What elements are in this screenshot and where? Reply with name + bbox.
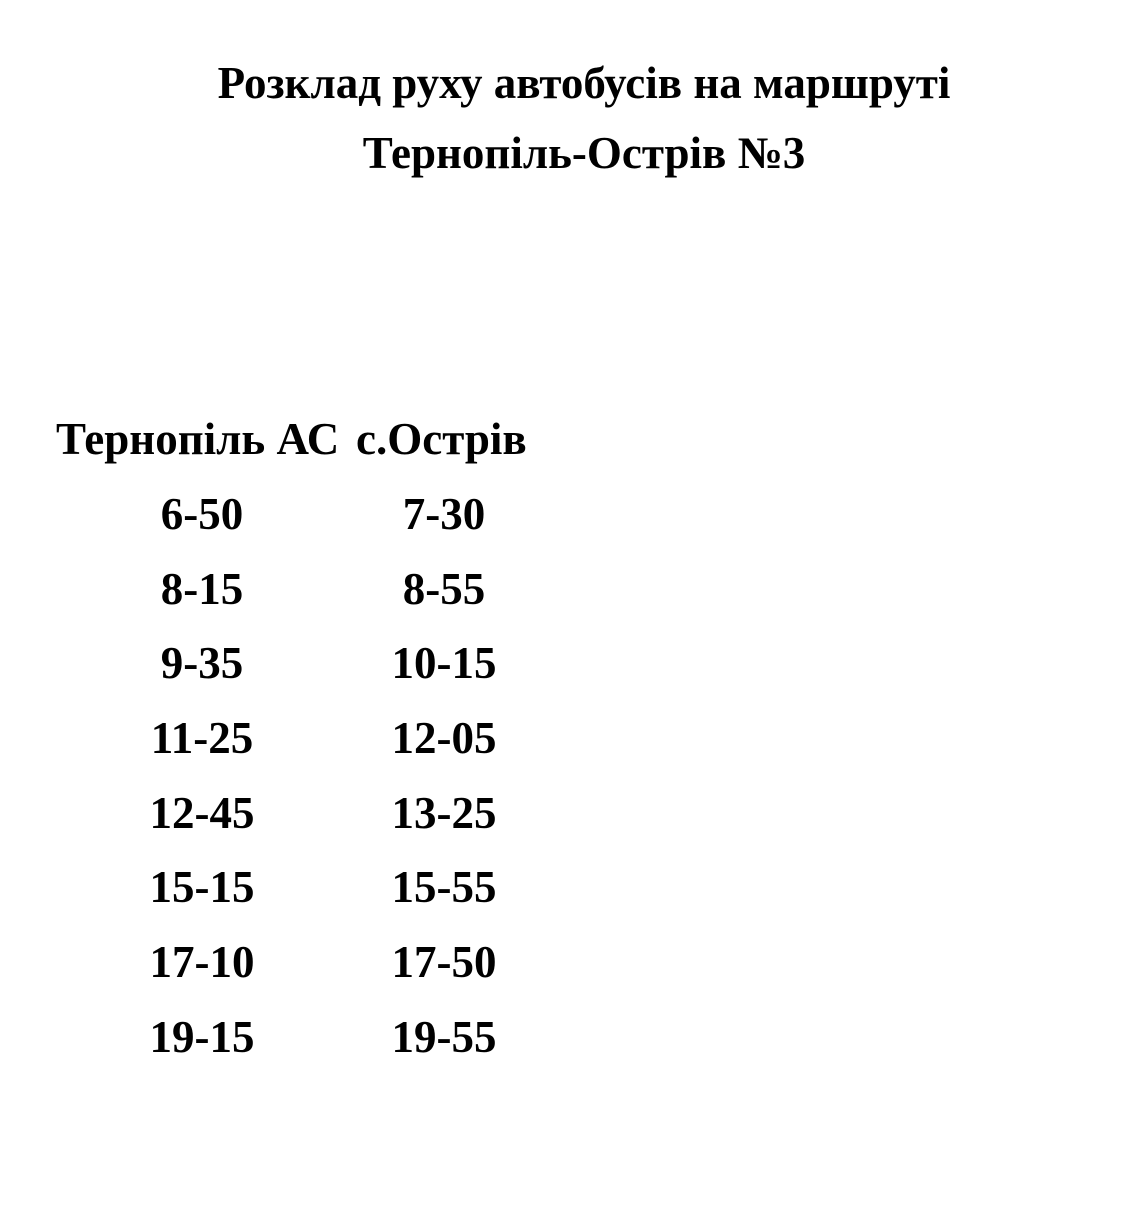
departure-time: 6-50 [160, 489, 244, 539]
departure-time: 10-15 [391, 638, 497, 689]
column-header-ternopil: Тернопіль АС [56, 414, 340, 464]
departure-time: 15-15 [149, 862, 255, 913]
departure-time: 13-25 [391, 787, 497, 838]
ternopil-departures-list [102, 489, 302, 1087]
departure-time: 11-25 [150, 713, 254, 764]
ostriv-departures-list [344, 489, 544, 1087]
column-header-ostriv: с.Острів [356, 414, 527, 464]
departure-time: 19-55 [391, 1011, 497, 1062]
departure-time: 8-15 [160, 563, 244, 614]
departure-time: 17-50 [391, 937, 497, 988]
departure-time: 7-30 [402, 489, 486, 539]
departure-time: 12-05 [391, 713, 497, 764]
departure-time: 15-55 [391, 862, 497, 913]
departure-time: 12-45 [149, 787, 255, 838]
departure-time: 19-15 [149, 1011, 255, 1062]
departure-time: 8-55 [402, 563, 486, 614]
departure-time: 9-35 [160, 638, 244, 689]
document-title-line-2: Тернопіль-Острів №3 [362, 128, 806, 178]
document-title-line-1: Розклад руху автобусів на маршруті [217, 58, 951, 108]
departure-time: 17-10 [149, 937, 255, 988]
